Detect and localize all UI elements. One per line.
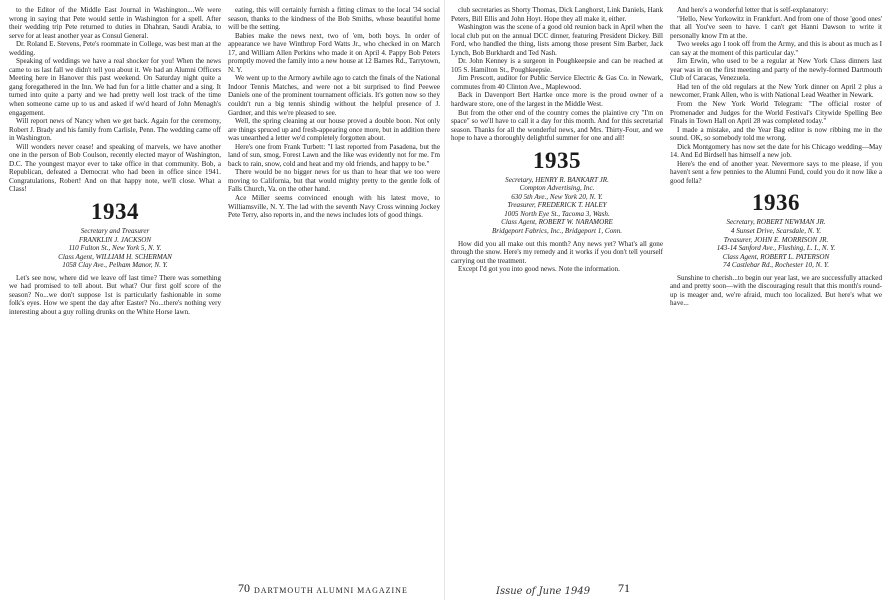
column-paragraph: Two weeks ago I took off from the Army, and this is about as much as I can say at the moment of this particular day." (670, 40, 882, 57)
running-head: DARTMOUTH ALUMNI MAGAZINE (254, 586, 408, 595)
column-paragraph: Ace Miller seems convinced enough with his latest move, to Williamsville, N. Y. The lad with the seventh Navy Cross winning Jockey Pete Terry, also reports in, and the news includes lots of good things. (228, 194, 440, 220)
class-year-heading: 1935 (533, 147, 581, 173)
column-paragraph: club secretaries as Shorty Thomas, Dick Langhorst, Link Daniels, Hank Peters, Bill Ellis and John Hoyt. Hope they all make it, either. (451, 6, 663, 23)
class-year-heading: 1936 (752, 190, 800, 216)
officer-line: Secretary, ROBERT NEWMAN JR. (726, 218, 826, 227)
officer-line: 110 Fulton St., New York 5, N. Y. (68, 244, 162, 253)
officer-line: Secretary and Treasurer (80, 227, 150, 236)
officer-line: 1058 Clay Ave., Pelham Manor, N. Y. (62, 261, 168, 270)
column-paragraph: Back in Davenport Bert Hartke once more is the proud owner of a hardware store, one of the largest in the Middle West. (451, 91, 663, 109)
column-3 (451, 6, 663, 580)
column-paragraph: Speaking of weddings we have a real shocker for you! When the news came to us last fall we didn't tell you about it. We had an Alumni Officers Meeting here in Hanover this past weekend. On Saturday night quite a gang foregathered in the Inn. We had fun for a little chatter and a sing. It turned into quite a party and we had pretty well lost track of the time when someone came up to us and asked if we'd heard of John Menagh's engagement. (9, 57, 221, 117)
column-paragraph: And here's a wonderful letter that is self-explanatory: (677, 6, 829, 14)
column-paragraph: Jim Prescott, auditor for Public Service Electric & Gas Co. in Newark, commutes from 40 Clinton Ave., Maplewood. (451, 74, 663, 91)
officer-line: Class Agent, WILLIAM H. SCHERMAN (58, 252, 172, 261)
officer-line: Compton Advertising, Inc. (519, 184, 595, 193)
officer-line: Treasurer, FREDERICK T. HALEY (507, 201, 607, 210)
column-4 (670, 6, 882, 580)
page-number-right: 71 (618, 581, 630, 595)
column-paragraph: How did you all make out this month? Any news yet? What's all gone through the snow. Here's my remedy and it works if you don't tell yourself carrying out the treatment. (451, 239, 663, 265)
officer-line: 4 Sunset Drive, Scarsdale, N. Y. (730, 227, 822, 236)
column-paragraph: I made a mistake, and the Year Bag editor is now ribbing me in the sound. OK, so somebody told me wrong. (670, 125, 882, 143)
column-2 (228, 6, 440, 580)
column-paragraph: Babies make the news next, two of 'em, both boys. In order of appearance we have Winthrop Ford Watts Jr., who checked in on March 17, and William Allen Perkins who made it on April 4. Pappy Bob Peters promptly moved the family into a new house at 12 Barnes Rd., Tarrytown, N. Y. (228, 31, 440, 74)
column-paragraph: Except I'd got you into good news. Note the information. (458, 265, 620, 274)
officer-line: FRANKLIN J. JACKSON (78, 235, 152, 244)
page-footer (0, 580, 896, 600)
officer-line: 143-14 Sanford Ave., Flushing, L. I., N. Y. (716, 244, 836, 253)
column-1 (9, 6, 221, 580)
officer-line: Bridgeport Fabrics, Inc., Bridgeport 1, Conn. (491, 227, 623, 236)
column-paragraph: Dick Montgomery has now set the date for his Chicago wedding—May 14. And Ed Birdsell has himself a new job. (670, 142, 882, 160)
officer-line: 74 Castlebar Rd., Rochester 10, N. Y. (723, 261, 829, 270)
officer-line: Class Agent, ROBERT W. NARAMORE (501, 218, 613, 227)
column-paragraph: Will wonders never cease! and speaking of marvels, we have another one in the person of Bob Coulson, recently elected mayor of Washington, D.C. The youngest mayor ever to take office in that community. Bob, a Republican, defeated a Democrat who had been in office since 1941. Congratulations, Robert! And on that happy note, we'll close. What a Class! (9, 142, 221, 194)
officer-line: Secretary, HENRY R. BANKART JR. (505, 175, 609, 184)
page-gutter (444, 0, 445, 600)
column-paragraph: Will report news of Nancy when we get back. Again for the ceremony, Robert J. Brady and his family from Carlisle, Penn. The wedding came off in Washington. (9, 117, 221, 143)
column-paragraph: Well, the spring cleaning at our house proved a double boon. Not only are things spruced up and fresh-appearing once more, but in addition there was unearthed a letter we'd completely forgotten about. (228, 117, 440, 143)
officer-line: 630 5th Ave., New York 20, N. Y. (511, 192, 603, 201)
column-paragraph: Dr. John Kenney is a surgeon in Poughkeepsie and can be reached at 105 S. Hamilton St., Poughkeepsie. (451, 57, 663, 74)
column-paragraph: We went up to the Armory awhile ago to catch the finals of the National Indoor Tennis Matches, and were not a bit surprised to find Peewee Daniels one of the prominent tournament officials. It's gotten now so they couldn't run a big tennis shindig without the helpful presence of J. Gardner, and this we're pleased to see. (228, 74, 440, 117)
class-year-heading: 1934 (91, 199, 139, 225)
column-paragraph: But from the other end of the country comes the plaintive cry "I'm on space" so we'll have to call it a day for this month. And for this secretarial season. Thanks for all the wonderful news, and Mrs. Thirty-Four, and we hope to have a thoroughly delightful summer for one and all! (451, 108, 663, 143)
column-paragraph: to the Editor of the Middle East Journal in Washington....We were wrong in saying that Pete would settle in Washington for a spell. After their wedding trip Pete returned to duties in Dhahran, Saudi Arabia, to serve for at least another year as Consul General. (9, 6, 221, 40)
officer-line: Treasurer, JOHN E. MORRISON JR. (723, 235, 829, 244)
column-paragraph: Here's one from Frank Turbett: "I last reported from Pasadena, but the land of sun, smog, Forest Lawn and the like was evidently not for me. I'm back to rain, snow, cold and heat and my old friends, and happy to be." (228, 142, 440, 168)
column-paragraph: From the New York World Telegram: "The official roster of Promenader and Judges for the World Festival's Citywide Spelling Bee Finals in Town Hall on April 28 was completed today." (670, 100, 882, 126)
column-paragraph: Dr. Roland E. Stevens, Pete's roommate in College, was best man at the wedding. (9, 40, 221, 57)
column-paragraph: Let's see now, where did we leave off last time? There was something we had promised to tell about. But what? Our first golf score of the season? No...we don't suppose 1st is particularly fashionable in some folk's eyes. How we spent the day after Easter? No...there's nothing very interesting about a guy rolling drunks on the White Horse lawn. (9, 273, 221, 316)
column-paragraph: Washington was the scene of a good old reunion back in April when the local club put on the annual DCC dinner, featuring President Dickey. Bill Ford, who handled the thing, lists among those present Sim Barber, Jack Lynch, Bob Burkhardt and Ted Nash. (451, 23, 663, 57)
officer-line: Class Agent, ROBERT L. PATERSON (722, 252, 830, 261)
column-paragraph: "Hello, New Yorkowitz in Frankfurt. And from one of those 'good ones' that all You've seen to have. I can't get Hanni Dawson to write it personally know I'm at the. (670, 14, 882, 40)
column-paragraph: There would be no bigger news for us than to hear that we too were moving to California, but that would mighty pretty to the gentle folk of Falls Church, Va. on the other hand. (228, 168, 440, 194)
column-paragraph: eating, this will certainly furnish a fitting climax to the local '34 social season, thanks to the kindness of the Bob Smiths, whose beautiful home will be the setting. (228, 6, 440, 32)
page-number-left: 70 (238, 581, 250, 595)
column-paragraph: Here's the end of another year. Nevermore says to me please, if you haven't sent a few pennies to the Alumni Fund, could you do it now like a good fella? (670, 159, 882, 185)
issue-line: Issue of June 1949 (496, 586, 591, 597)
column-paragraph: Had ten of the old regulars at the New York dinner on April 2 plus a newcomer, Frank Allen, who is with National Lead Weather in Newark. (670, 82, 882, 100)
column-paragraph: Sunshine to cherish...to begin our year last, we are successfully attacked and and pretty soon—with the discouraging result that this month's round-up is meager and, we're afraid, much too localized. But here's what we have... (670, 273, 882, 308)
officer-line: 1005 North Eye St., Tacoma 3, Wash. (504, 209, 610, 218)
column-paragraph: Jim Erwin, who used to be a regular at New York Class dinners last year was in on the first meeting and party of the newly-formed Dartmouth Club of Caracas, Venezuela. (670, 57, 882, 83)
